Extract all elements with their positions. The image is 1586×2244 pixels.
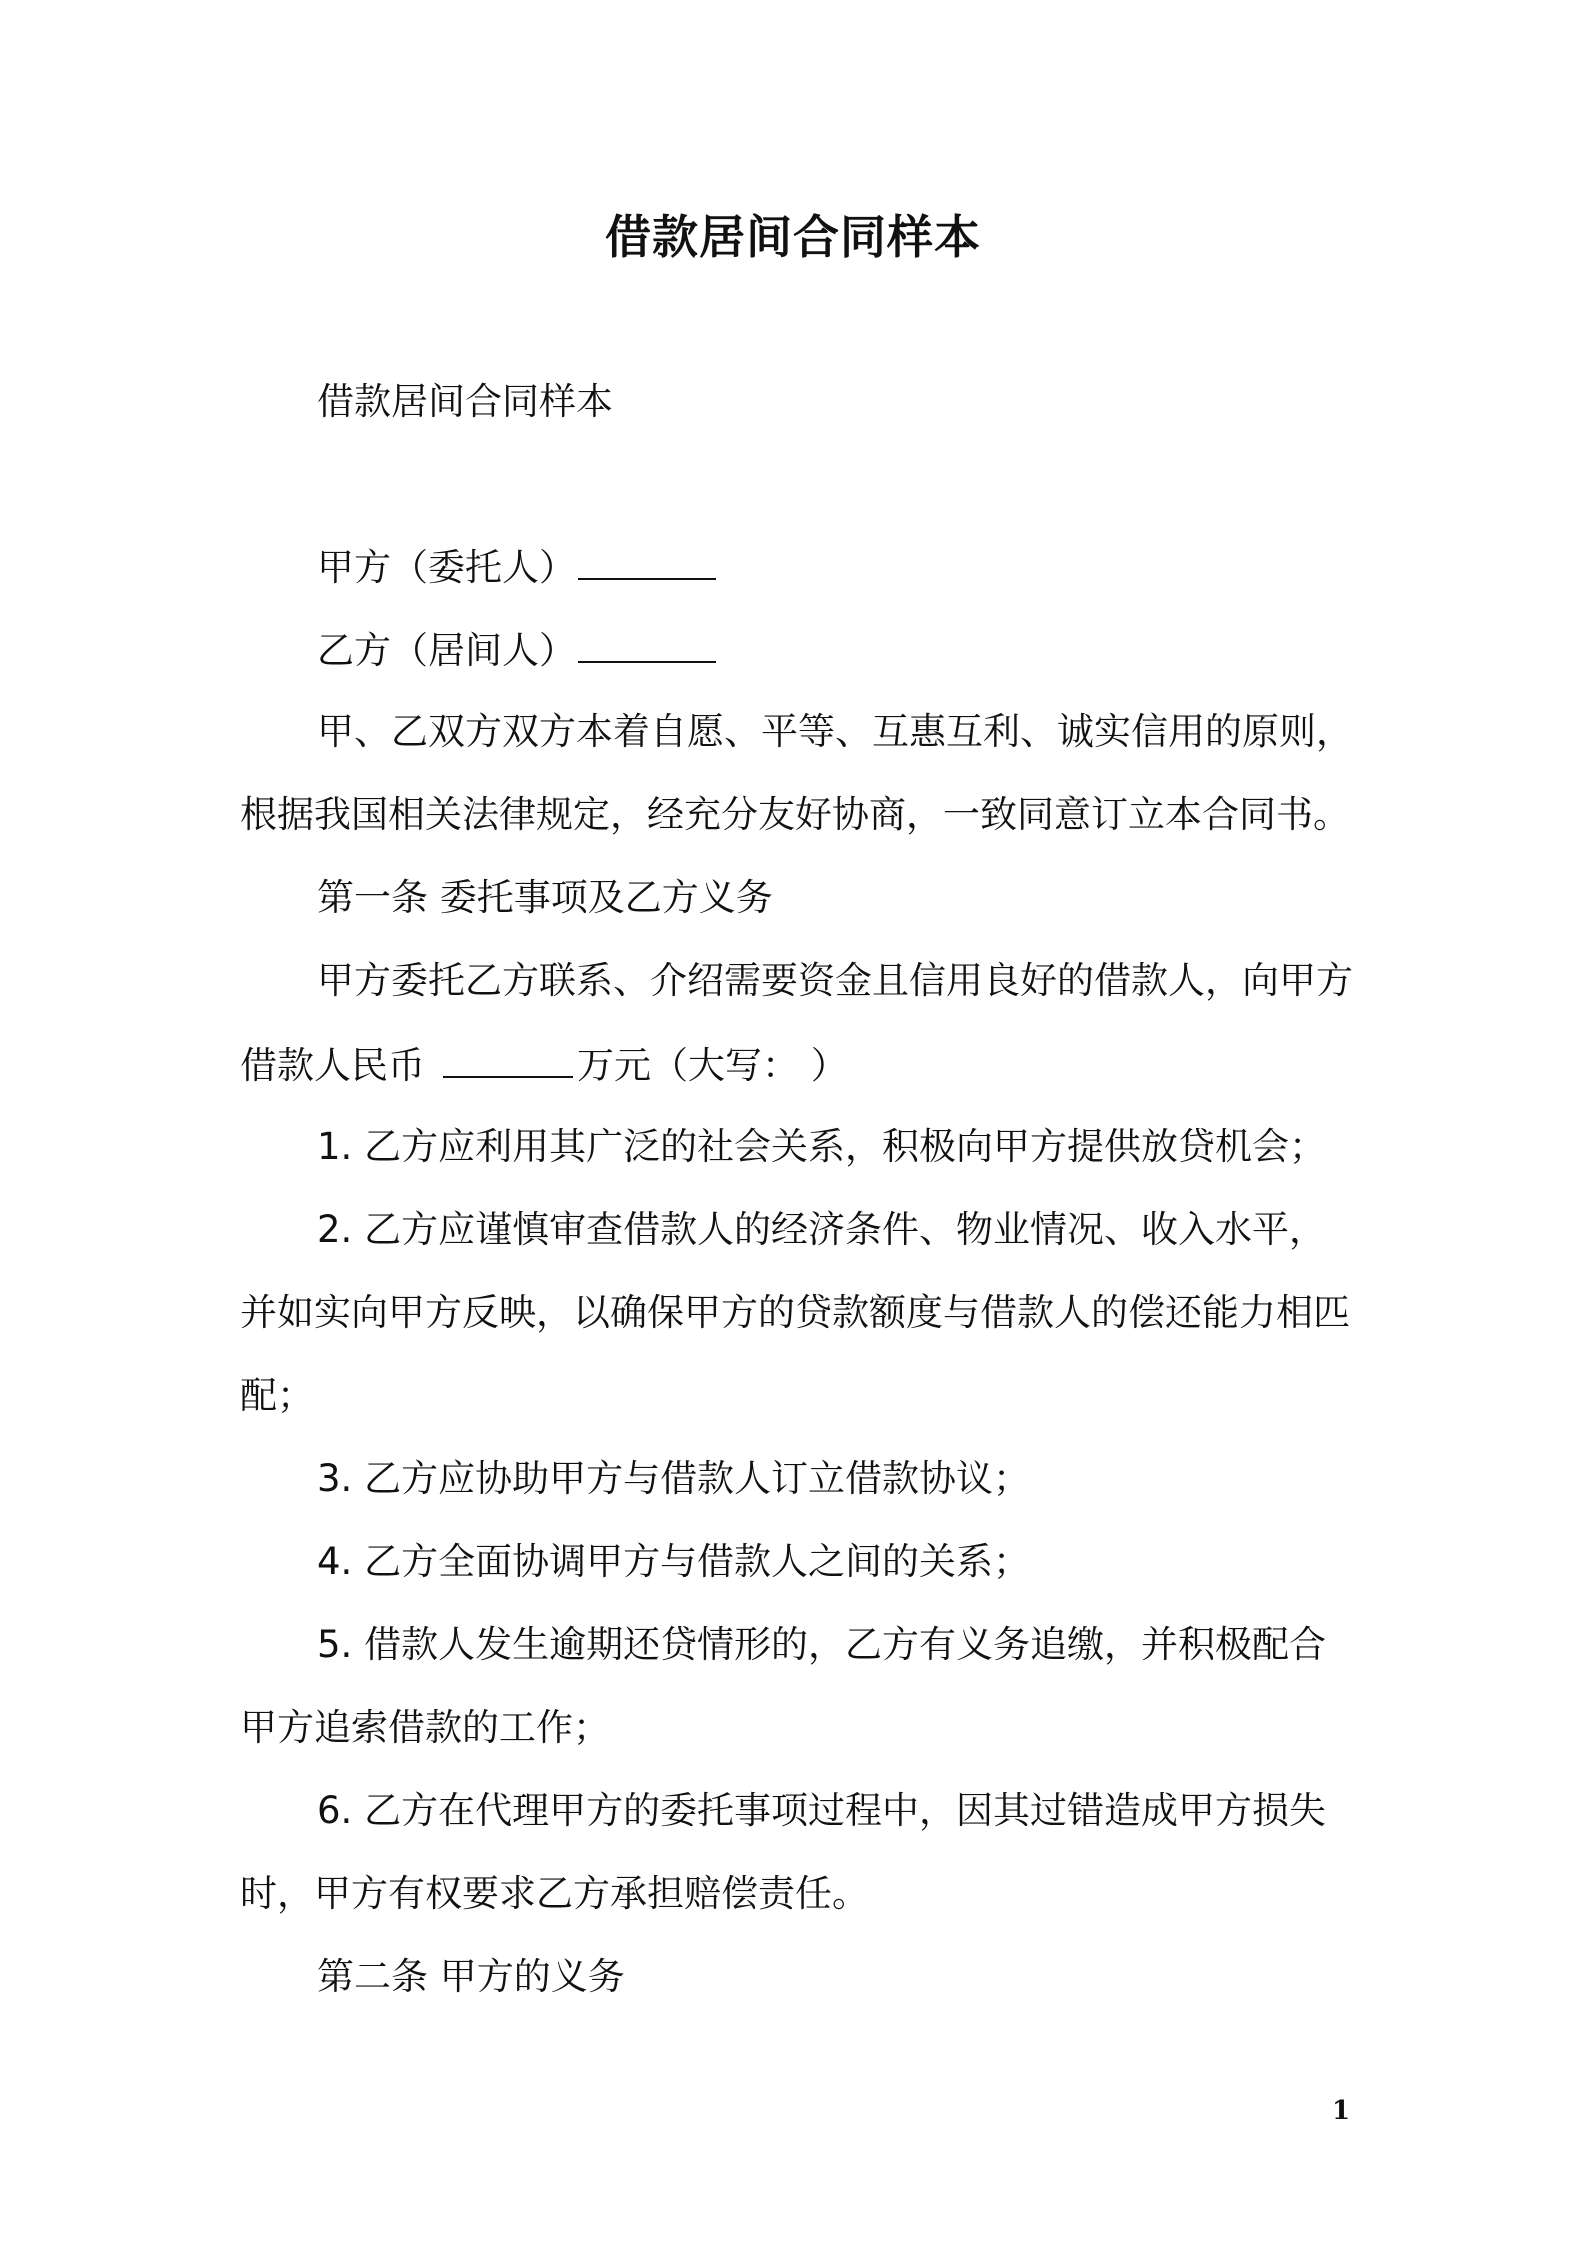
item-3: 3. 乙方应协助甲方与借款人订立借款协议； [317, 1457, 1031, 1500]
item-2-line3: 配； [240, 1374, 314, 1417]
item-6-line1: 6. 乙方在代理甲方的委托事项过程中，因其过错造成甲方损失 [317, 1789, 1327, 1832]
document-subtitle: 借款居间合同样本 [317, 380, 613, 423]
item-4: 4. 乙方全面协调甲方与借款人之间的关系； [317, 1540, 1031, 1583]
item-5-line1: 5. 借款人发生逾期还贷情形的，乙方有义务追缴，并积极配合 [317, 1623, 1327, 1666]
item-1: 1. 乙方应利用其广泛的社会关系，积极向甲方提供放贷机会； [317, 1125, 1327, 1168]
party-b-blank [578, 621, 716, 663]
item-5-line2: 甲方追索借款的工作； [240, 1706, 610, 1749]
party-a-blank [578, 538, 716, 580]
item-2-line1: 2. 乙方应谨慎审查借款人的经济条件、物业情况、收入水平， [317, 1208, 1327, 1251]
article2-heading: 第二条 甲方的义务 [317, 1955, 625, 1998]
party-b-line [240, 621, 1360, 679]
party-a-line [240, 538, 1360, 596]
amount-unit: 万元（大写： ） [577, 1044, 848, 1087]
article1-p1-line1: 甲方委托乙方联系、介绍需要资金且信用良好的借款人，向甲方 [317, 959, 1353, 1002]
document-title: 借款居间合同样本 [605, 210, 981, 264]
page-number: 1 [1332, 2096, 1351, 2126]
intro-line-2: 根据我国相关法律规定，经充分友好协商，一致同意订立本合同书。 [240, 793, 1350, 836]
item-6-line2: 时，甲方有权要求乙方承担赔偿责任。 [240, 1872, 869, 1915]
item-2-line2: 并如实向甲方反映，以确保甲方的贷款额度与借款人的偿还能力相匹 [240, 1291, 1350, 1334]
party-b-label: 乙方（居间人） [317, 629, 576, 672]
article1-heading: 第一条 委托事项及乙方义务 [317, 876, 773, 919]
intro-line-1: 甲、乙双方双方本着自愿、平等、互惠互利、诚实信用的原则， [317, 710, 1353, 753]
article1-p1-line2 [240, 1036, 1360, 1094]
amount-label: 借款人民币 [240, 1044, 425, 1087]
amount-blank [443, 1036, 573, 1078]
party-a-label: 甲方（委托人） [317, 546, 576, 589]
